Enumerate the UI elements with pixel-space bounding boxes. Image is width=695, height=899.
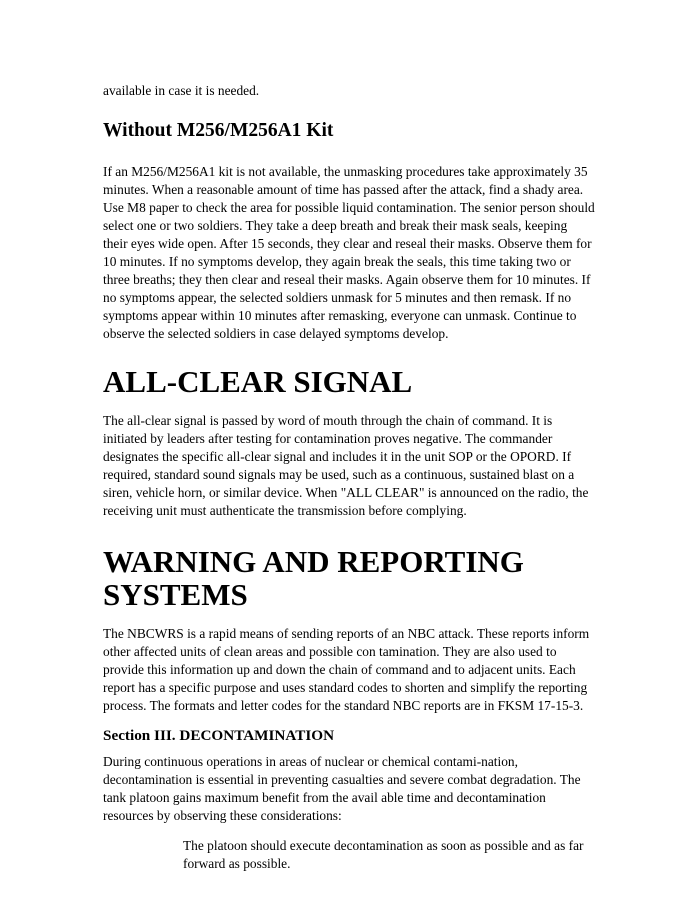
heading-decontamination: Section III. DECONTAMINATION: [103, 727, 335, 744]
paragraph-without-kit: If an M256/M256A1 kit is not available, the unmasking procedures take approximately 35 minutes. When a reasonable amount of time has passed after the attack, find a shady area. Use M8 paper to check the area for possible liquid contamination. The senior person should select one or two soldiers. They take a deep breath and break their mask seals, keeping their eyes wide open. After 15 seconds, they clear and reseal their masks. Observe them for 10 minutes. If no symptoms develop, they again break the seals, this time taking two or three breaths; they then clear and reseal their masks. Again observe them for 10 minutes. If no symptoms appear, the selected soldiers unmask for 5 minutes and then remask. If no symptoms appear within 10 minutes after remasking, everyone can unmask. Continue to observe the selected soldiers in case delayed symptoms develop.: [103, 164, 595, 341]
paragraph-decontamination-indented: The platoon should execute decontamination as soon as possible and as far forward as possible.: [183, 838, 584, 871]
paragraph-warning-reporting-systems: The NBCWRS is a rapid means of sending reports of an NBC attack. These reports inform other affected units of clean areas and possible con tamination. They are also used to provide this information up and down the chain of command and to adjacent units. Each report has a specific purpose and uses standard codes to shorten and simplify the reporting process. The formats and letter codes for the standard NBC reports are in FKSM 17-15-3.: [103, 626, 590, 713]
heading-all-clear-signal: ALL-CLEAR SIGNAL: [103, 364, 413, 399]
paragraph-decontamination: During continuous operations in areas of nuclear or chemical contami-nation, decontamination is essential in preventing casualties and severe combat degradation. The tank platoon gains maximum benefit from the avail able time and decontamination resources by observing these considerations:: [103, 754, 581, 823]
intro-fragment: available in case it is needed.: [103, 83, 260, 98]
heading-without-kit: Without M256/M256A1 Kit: [103, 120, 334, 141]
paragraph-all-clear-signal: The all-clear signal is passed by word of mouth through the chain of command. It is initiated by leaders after testing for contamination proves negative. The commander designates the specific all-clear signal and includes it in the unit SOP or the OPORD. If required, standard sound signals may be used, such as a continuous, sustained blast on a siren, vehicle horn, or similar device. When "ALL CLEAR" is announced on the radio, the receiving unit must authenticate the transmission before complying.: [103, 413, 589, 518]
document-page: [103, 82, 595, 873]
heading-warning-reporting-systems: WARNING AND REPORTING SYSTEMS: [103, 544, 524, 612]
